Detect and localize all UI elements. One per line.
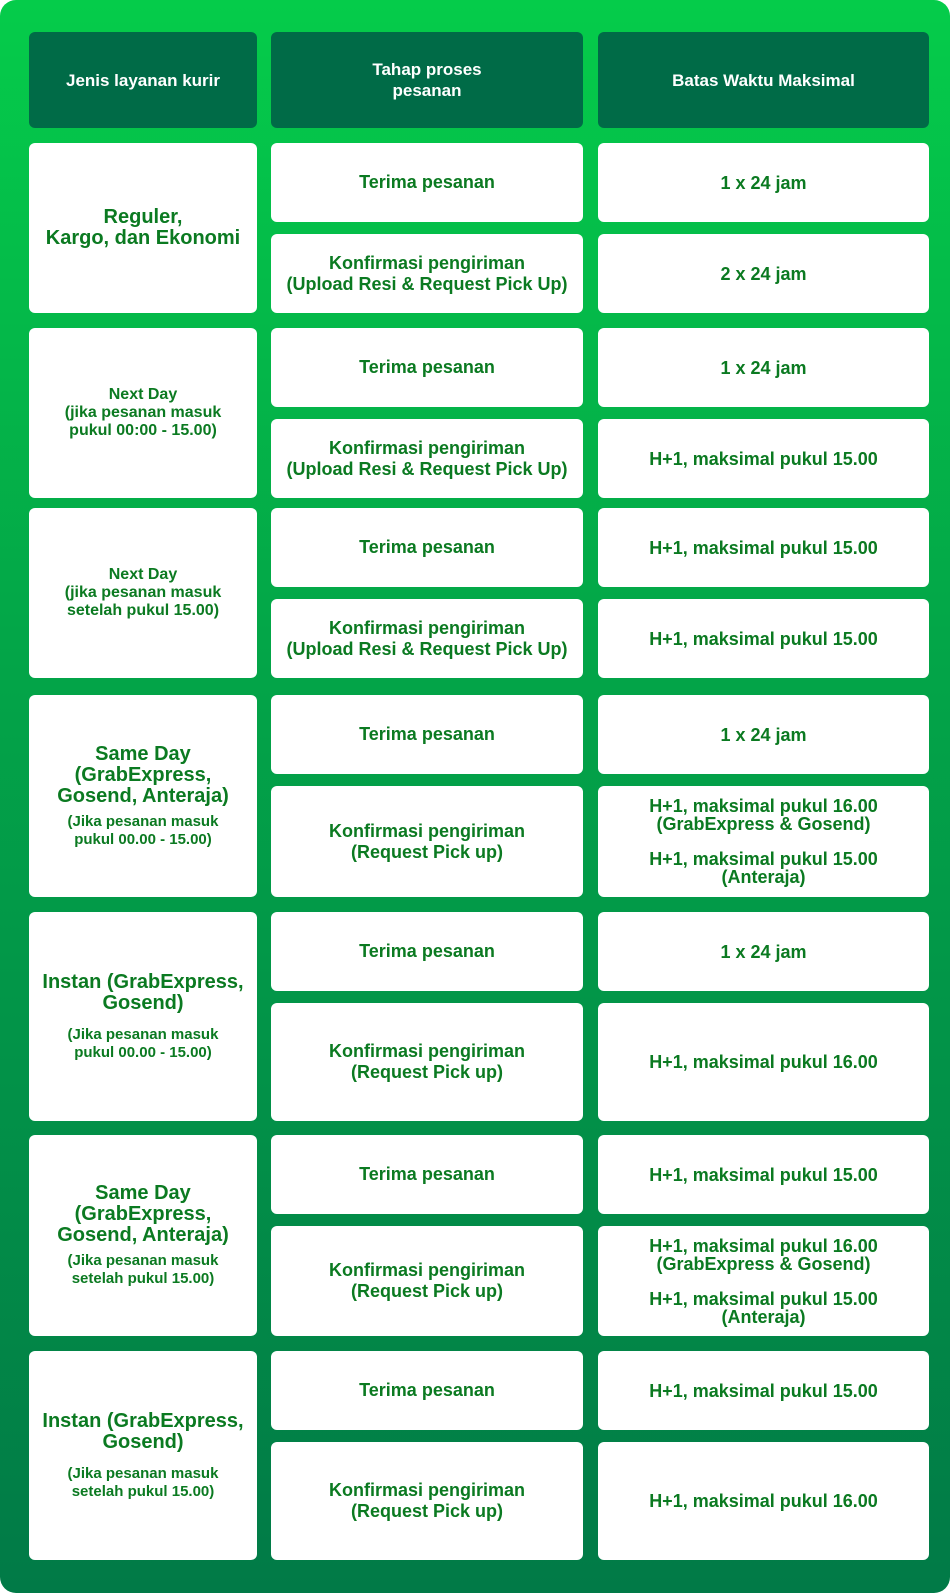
stage-cell: Konfirmasi pengiriman (Request Pick up): [271, 1226, 583, 1336]
header-max-time-limit: Batas Waktu Maksimal: [598, 32, 929, 128]
limit-cell: [598, 234, 929, 313]
header-process-stage: Tahap proses pesanan: [271, 32, 583, 128]
limit-text: H+1, maksimal pukul 15.00 (Anteraja): [649, 849, 878, 887]
limit-text: H+1, maksimal pukul 16.00: [649, 1052, 878, 1072]
limit-cell: [598, 1442, 929, 1560]
limit-text: H+1, maksimal pukul 16.00 (GrabExpress & Gosend): [649, 796, 878, 834]
limit-text: H+1, maksimal pukul 15.00: [649, 628, 878, 649]
stage-cell: Terima pesanan: [271, 1135, 583, 1214]
service-cell: [29, 1351, 257, 1560]
service-cell: [29, 143, 257, 313]
stage-cell: Konfirmasi pengiriman (Upload Resi & Request Pick Up): [271, 419, 583, 498]
service-note: (Jika pesanan masuk pukul 00.00 - 15.00): [67, 812, 219, 848]
limit-text: H+1, maksimal pukul 15.00 (Anteraja): [649, 1288, 878, 1327]
limit-text: H+1, maksimal pukul 15.00: [649, 1164, 878, 1185]
stage-cell: Konfirmasi pengiriman (Request Pick up): [271, 1003, 583, 1121]
service-title: Same Day (GrabExpress, Gosend, Anteraja): [57, 742, 229, 807]
service-title: Reguler, Kargo, dan Ekonomi: [45, 206, 241, 249]
limit-text: 1 x 24 jam: [720, 941, 807, 962]
limit-cell: [598, 599, 929, 678]
service-note: (jika pesanan masuk pukul 00:00 - 15.00): [64, 404, 222, 439]
service-cell: [29, 508, 257, 678]
stage-cell: Terima pesanan: [271, 508, 583, 587]
service-title: Next Day: [108, 386, 178, 403]
service-title: Instan (GrabExpress, Gosend): [42, 970, 244, 1014]
stage-cell: Terima pesanan: [271, 143, 583, 222]
stage-cell: Terima pesanan: [271, 912, 583, 991]
limit-text: H+1, maksimal pukul 15.00: [649, 448, 878, 469]
header-service-type: Jenis layanan kurir: [29, 32, 257, 128]
service-cell: [29, 328, 257, 498]
limit-text: 2 x 24 jam: [720, 263, 807, 284]
service-note: (jika pesanan masuk setelah pukul 15.00): [64, 584, 222, 619]
limit-cell: [598, 1135, 929, 1214]
limit-text: 1 x 24 jam: [720, 724, 807, 745]
limit-cell: [598, 508, 929, 587]
service-title: Same Day (GrabExpress, Gosend, Anteraja): [57, 1182, 229, 1246]
limit-text: 1 x 24 jam: [720, 357, 807, 378]
stage-cell: Terima pesanan: [271, 695, 583, 774]
limit-cell: [598, 912, 929, 991]
service-cell: [29, 1135, 257, 1336]
service-note: (Jika pesanan masuk setelah pukul 15.00): [67, 1464, 219, 1500]
limit-cell: [598, 1226, 929, 1336]
stage-cell: Konfirmasi pengiriman (Request Pick up): [271, 786, 583, 897]
service-cell: [29, 695, 257, 897]
service-note: (Jika pesanan masuk setelah pukul 15.00): [67, 1252, 219, 1287]
limit-cell: [598, 786, 929, 897]
stage-cell: Terima pesanan: [271, 328, 583, 407]
stage-cell: Terima pesanan: [271, 1351, 583, 1430]
service-title: Instan (GrabExpress, Gosend): [42, 1409, 244, 1453]
stage-cell: Konfirmasi pengiriman (Request Pick up): [271, 1442, 583, 1560]
limit-text: 1 x 24 jam: [720, 172, 807, 193]
limit-cell: [598, 1351, 929, 1430]
service-note: (Jika pesanan masuk pukul 00.00 - 15.00): [67, 1025, 219, 1061]
service-title: Next Day: [108, 566, 178, 583]
limit-cell: [598, 1003, 929, 1121]
limit-cell: [598, 695, 929, 774]
limit-text: H+1, maksimal pukul 16.00: [649, 1491, 878, 1511]
stage-cell: Konfirmasi pengiriman (Upload Resi & Request Pick Up): [271, 234, 583, 313]
limit-text: H+1, maksimal pukul 15.00: [649, 537, 878, 558]
limit-text: H+1, maksimal pukul 15.00: [649, 1380, 878, 1401]
limit-cell: [598, 419, 929, 498]
limit-text: H+1, maksimal pukul 16.00 (GrabExpress & Gosend): [649, 1235, 878, 1274]
stage-cell: Konfirmasi pengiriman (Upload Resi & Request Pick Up): [271, 599, 583, 678]
limit-cell: [598, 328, 929, 407]
service-cell: [29, 912, 257, 1121]
limit-cell: [598, 143, 929, 222]
